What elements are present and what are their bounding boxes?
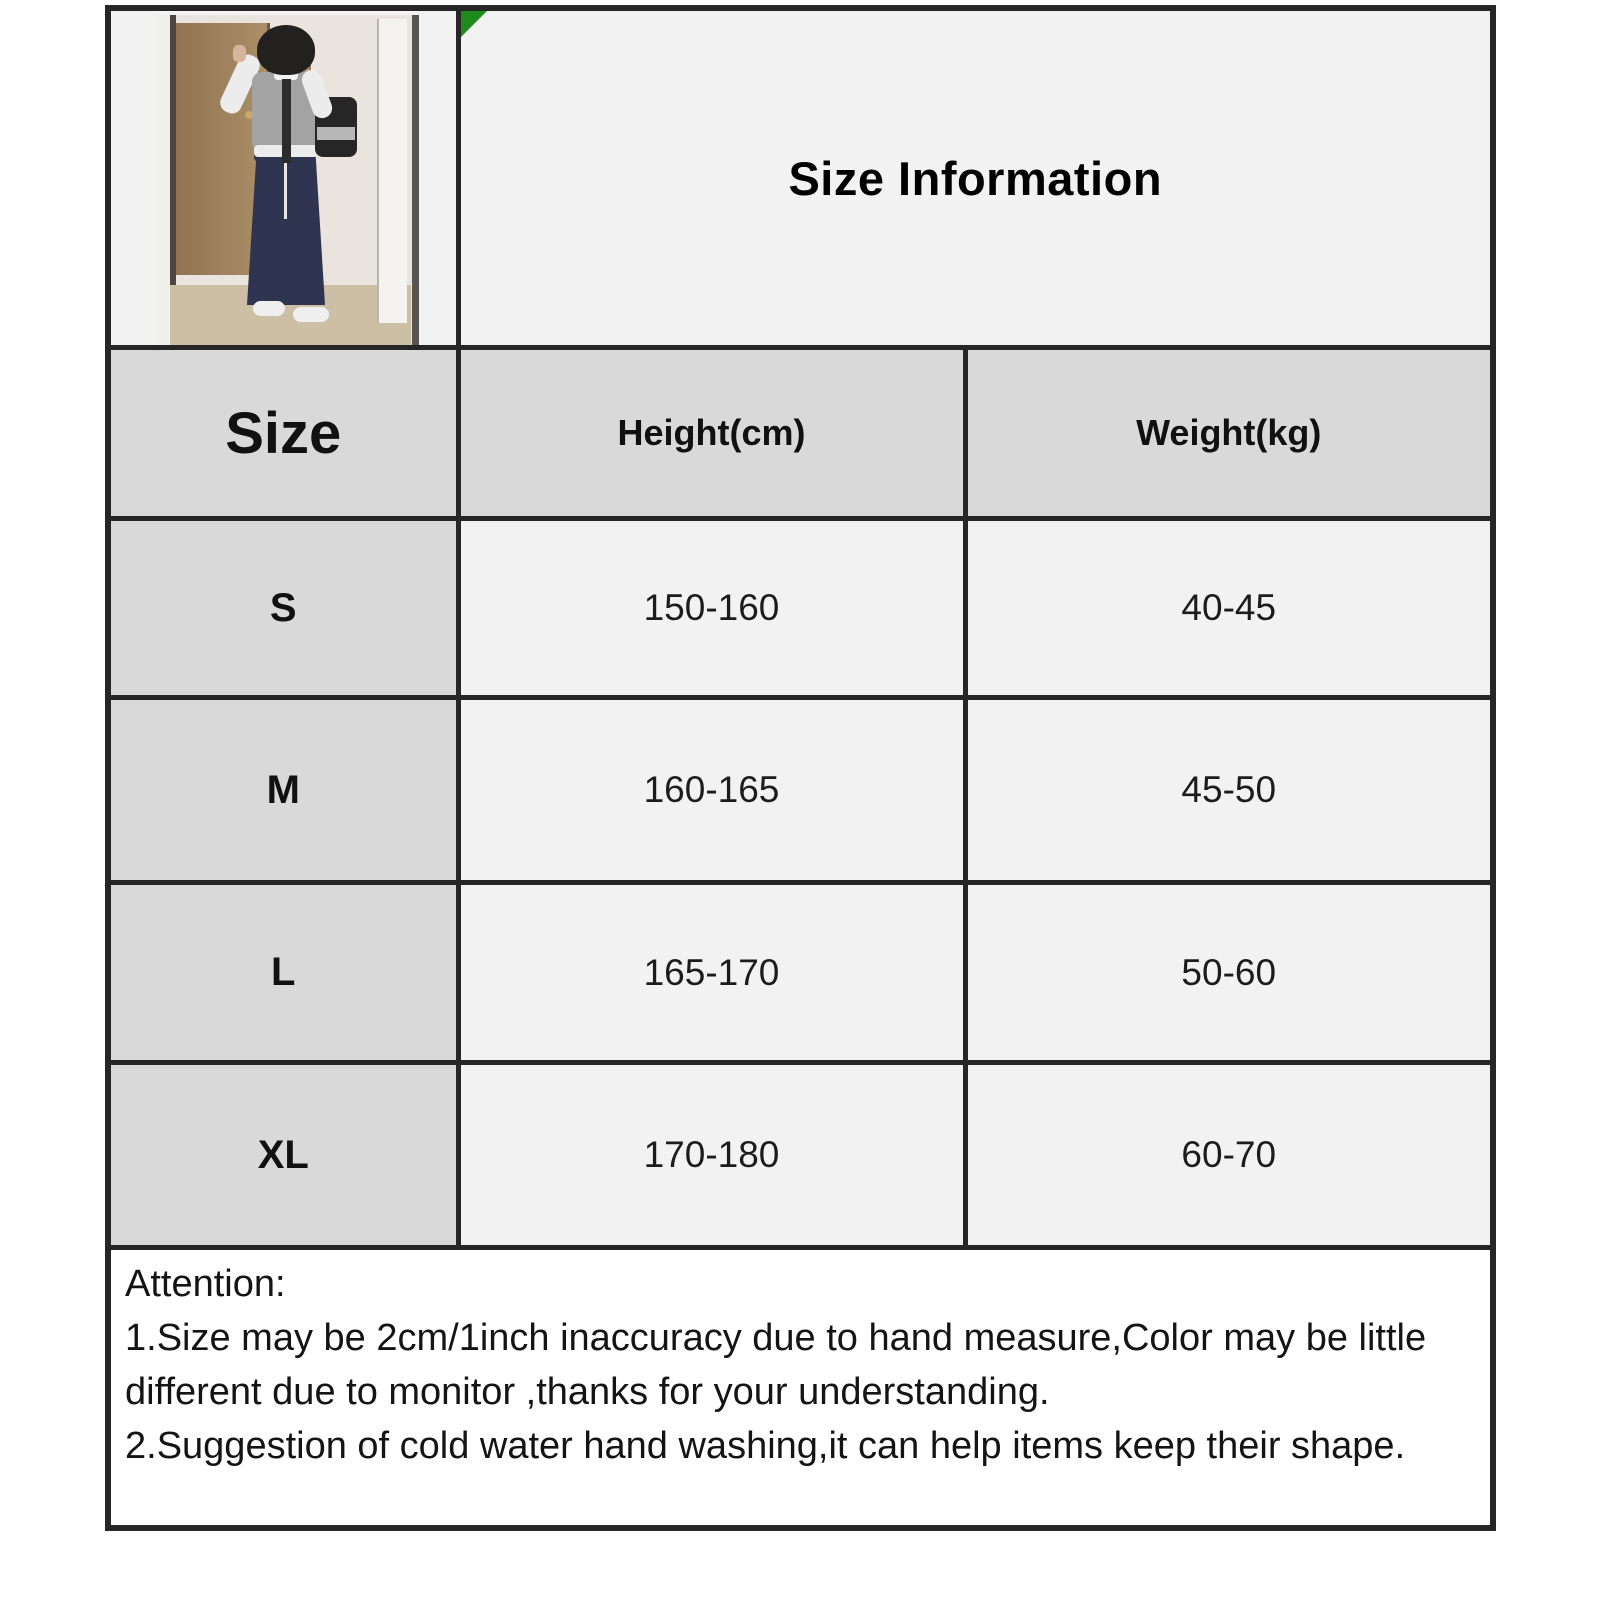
height-value-cell: 160-165 (458, 698, 965, 883)
photo-right-edge (412, 15, 419, 345)
page-title: Size Information (788, 151, 1163, 205)
title-cell (458, 8, 1493, 348)
table-row-s (108, 519, 1493, 698)
weight-value-cell: 40-45 (965, 519, 1493, 698)
photo-person-shoe (293, 307, 329, 322)
table-row-m (108, 698, 1493, 883)
green-corner-flag-icon (461, 11, 487, 37)
photo-person-hand (233, 45, 246, 62)
table-row-l (108, 883, 1493, 1063)
height-value-cell: 170-180 (458, 1063, 965, 1248)
column-header-weight: Weight(kg) (965, 348, 1493, 519)
photo-mirror-panel (377, 19, 407, 323)
height-value-cell: 150-160 (458, 519, 965, 698)
size-information-table (105, 5, 1496, 1531)
photo-person-shoe (253, 301, 285, 316)
photo-person-hair (257, 25, 315, 75)
size-label-cell: M (108, 698, 458, 883)
attention-heading: Attention: (125, 1263, 286, 1305)
weight-value-cell: 60-70 (965, 1063, 1493, 1248)
height-value-cell: 165-170 (458, 883, 965, 1063)
size-label-cell: S (108, 519, 458, 698)
photo-bag-stripe (317, 127, 355, 140)
attention-note-2: 2.Suggestion of cold water hand washing,it can help items keep their shape. (125, 1424, 1406, 1467)
table-row-xl (108, 1063, 1493, 1248)
product-photo-cell (108, 8, 458, 348)
column-header-size: Size (108, 348, 458, 519)
size-label-cell: L (108, 883, 458, 1063)
weight-value-cell: 50-60 (965, 883, 1493, 1063)
attention-section (108, 1248, 1493, 1528)
size-label-cell: XL (108, 1063, 458, 1248)
photo-person-tie (282, 79, 291, 163)
photo-wall (157, 15, 170, 345)
weight-value-cell: 45-50 (965, 698, 1493, 883)
product-photo (157, 15, 419, 345)
photo-pants-drawstring (284, 157, 287, 219)
attention-note-1: 1.Size may be 2cm/1inch inaccuracy due to hand measure,Color may be little different due to monitor ,thanks for your understanding. (125, 1316, 1427, 1413)
column-header-height: Height(cm) (458, 348, 965, 519)
